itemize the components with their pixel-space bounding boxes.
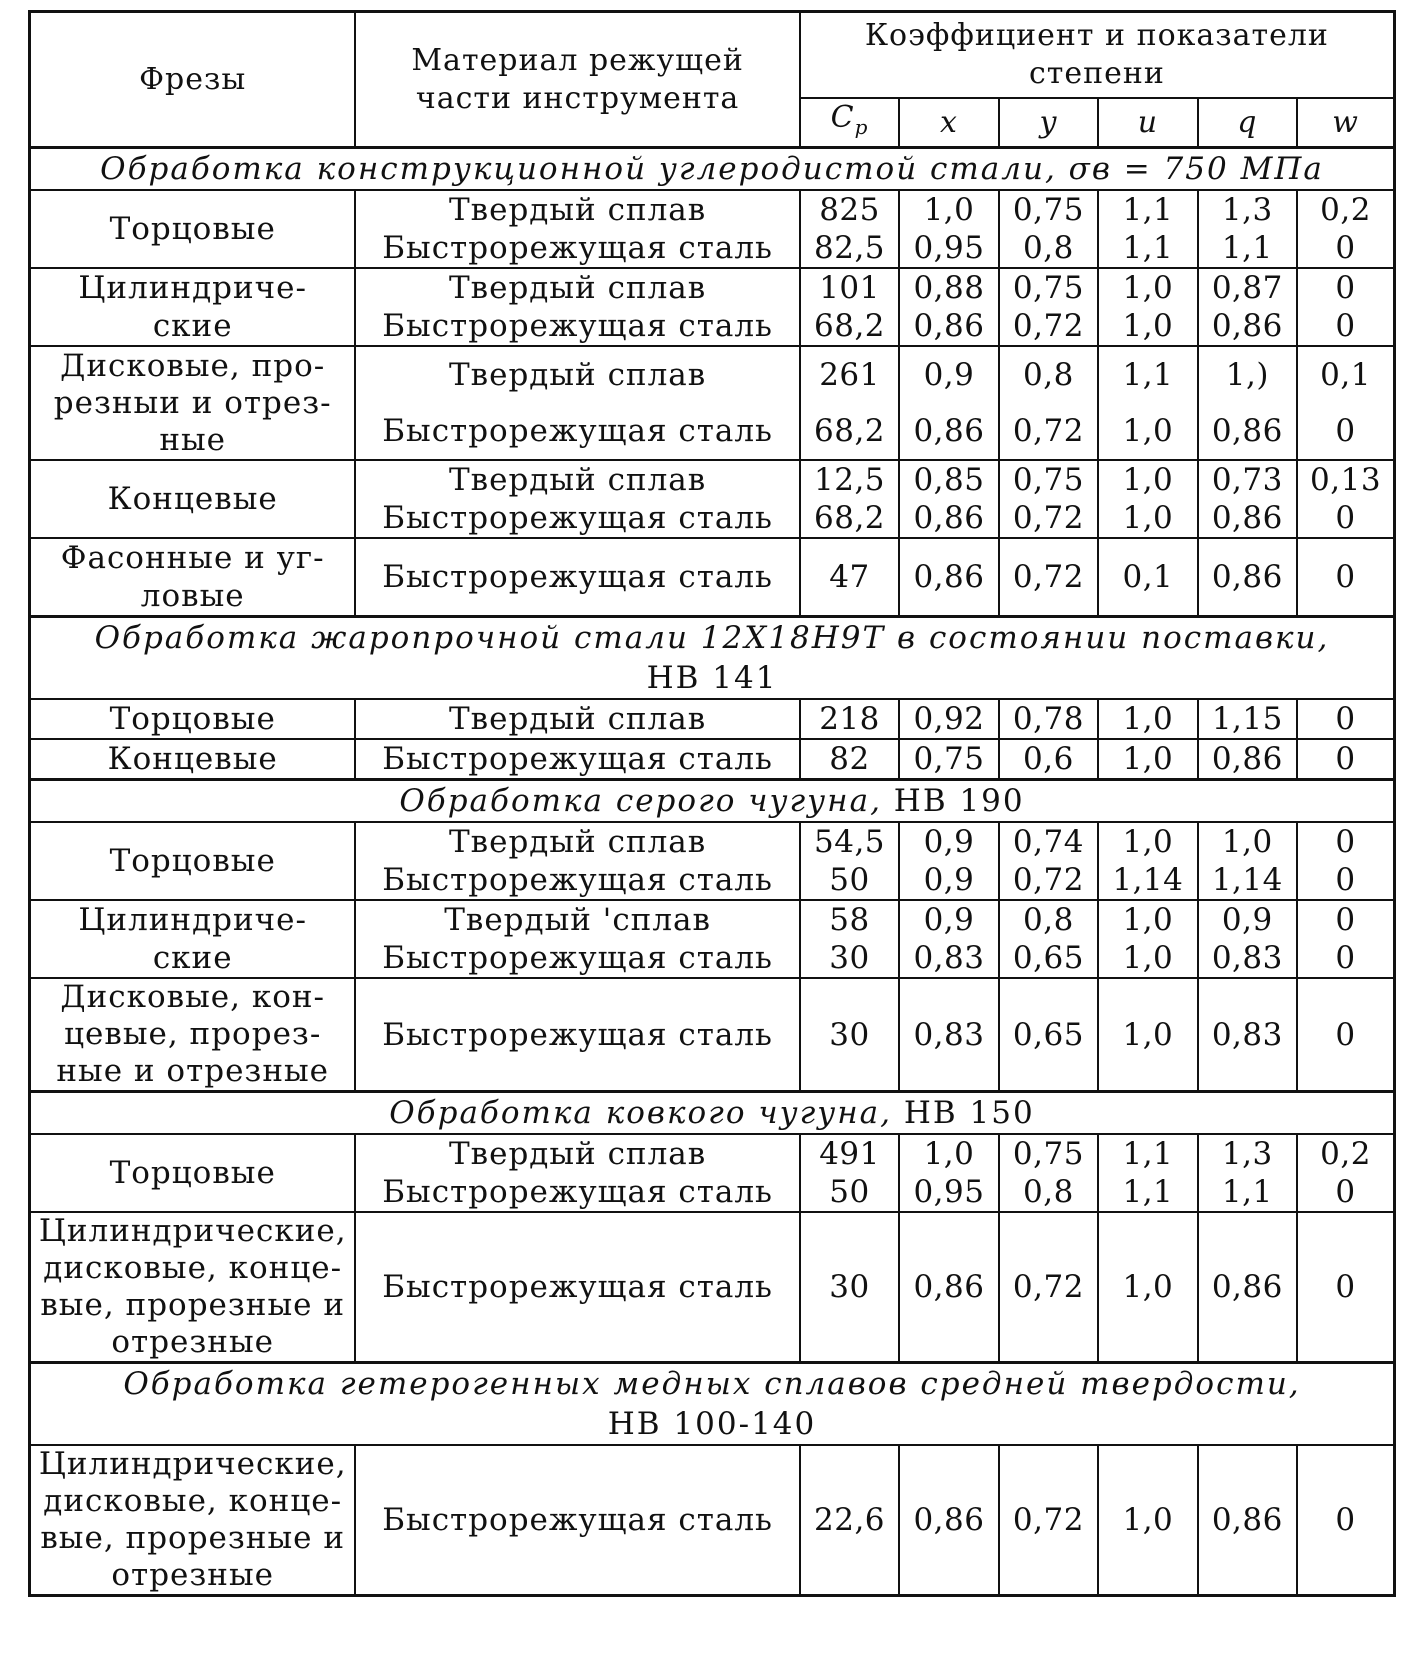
value-y: 0,72 <box>999 499 1098 538</box>
value-q: 1,1 <box>1198 1173 1297 1212</box>
material-cell: Быстрорежущая сталь <box>355 939 799 978</box>
value-cp: 261 <box>800 346 899 403</box>
material-cell: Твердый сплав <box>355 699 799 739</box>
section-title <box>30 1363 1395 1446</box>
cutter-type-cell: Дисковые, про- резныи и отрез- ные <box>30 346 356 460</box>
value-y: 0,75 <box>999 268 1098 307</box>
section-title <box>30 1092 1395 1135</box>
value-u: 1,0 <box>1098 699 1197 739</box>
cutter-type-cell: Концевые <box>30 460 356 538</box>
value-cp: 54,5 <box>800 822 899 861</box>
cutter-type-cell: Цилиндриче- ские <box>30 900 356 978</box>
value-w: 0 <box>1297 268 1394 307</box>
section-title-hardness: НВ 100-140 <box>607 1406 817 1442</box>
table-header <box>30 12 1395 148</box>
header-coef-x: x <box>899 98 998 148</box>
value-u: 1,0 <box>1098 978 1197 1092</box>
table-body <box>30 148 1395 1596</box>
value-cp: 30 <box>800 939 899 978</box>
cutter-type-cell: Цилиндрические, дисковые, конце- вые, прорезные и отрезные <box>30 1445 356 1596</box>
section-title-text: Обработка жаропрочной стали 12Х18Н9Т в состоянии поставки, <box>94 620 1330 656</box>
header-coef-u: u <box>1098 98 1197 148</box>
value-y: 0,75 <box>999 460 1098 499</box>
material-cell: Твердый сплав <box>355 822 799 861</box>
section-header-row <box>30 780 1395 823</box>
material-cell: Быстрорежущая сталь <box>355 739 799 780</box>
value-q: 0,86 <box>1198 739 1297 780</box>
value-y: 0,72 <box>999 403 1098 460</box>
value-x: 0,86 <box>899 1212 998 1363</box>
cutting-force-table-wrapper <box>28 10 1396 1597</box>
value-x: 1,0 <box>899 1134 998 1173</box>
value-cp: 82 <box>800 739 899 780</box>
cutter-type-cell: Торцовые <box>30 190 356 268</box>
value-w: 0,2 <box>1297 1134 1394 1173</box>
material-cell: Быстрорежущая сталь <box>355 403 799 460</box>
table-row <box>30 1212 1395 1363</box>
header-coef-y: y <box>999 98 1098 148</box>
value-q: 0,87 <box>1198 268 1297 307</box>
table-row <box>30 1134 1395 1173</box>
value-q: 1,3 <box>1198 1134 1297 1173</box>
value-u: 1,0 <box>1098 739 1197 780</box>
value-q: 1,3 <box>1198 190 1297 229</box>
material-cell: Быстрорежущая сталь <box>355 978 799 1092</box>
value-x: 0,9 <box>899 822 998 861</box>
section-title-hardness: НВ 150 <box>903 1095 1035 1131</box>
value-x: 1,0 <box>899 190 998 229</box>
value-w: 0 <box>1297 307 1394 346</box>
section-title <box>30 617 1395 700</box>
value-q: 0,86 <box>1198 403 1297 460</box>
value-cp: 30 <box>800 1212 899 1363</box>
value-cp: 58 <box>800 900 899 939</box>
section-title-hardness: НВ 190 <box>893 783 1025 819</box>
value-w: 0 <box>1297 978 1394 1092</box>
table-row <box>30 460 1395 499</box>
value-y: 0,65 <box>999 978 1098 1092</box>
value-y: 0,75 <box>999 1134 1098 1173</box>
value-x: 0,83 <box>899 939 998 978</box>
value-x: 0,85 <box>899 460 998 499</box>
cutter-type-cell: Концевые <box>30 739 356 780</box>
value-w: 0 <box>1297 1212 1394 1363</box>
table-row <box>30 268 1395 307</box>
value-u: 1,1 <box>1098 1173 1197 1212</box>
value-w: 0 <box>1297 538 1394 617</box>
section-header-row <box>30 148 1395 191</box>
section-title-hardness: НВ 141 <box>646 660 778 696</box>
header-coef-w: w <box>1297 98 1394 148</box>
value-cp: 68,2 <box>800 307 899 346</box>
value-cp: 825 <box>800 190 899 229</box>
value-u: 1,0 <box>1098 403 1197 460</box>
value-x: 0,88 <box>899 268 998 307</box>
value-x: 0,9 <box>899 861 998 900</box>
value-x: 0,86 <box>899 403 998 460</box>
cutter-type-cell: Фасонные и уг- ловые <box>30 538 356 617</box>
header-cutters: Фрезы <box>30 12 356 148</box>
value-x: 0,9 <box>899 900 998 939</box>
value-cp: 68,2 <box>800 403 899 460</box>
value-q: 0,73 <box>1198 460 1297 499</box>
value-y: 0,8 <box>999 900 1098 939</box>
value-y: 0,75 <box>999 190 1098 229</box>
cutter-type-cell: Дисковые, кон- цевые, прорез- ные и отрезные <box>30 978 356 1092</box>
header-coef-q: q <box>1198 98 1297 148</box>
material-cell: Быстрорежущая сталь <box>355 229 799 268</box>
value-u: 1,0 <box>1098 268 1197 307</box>
value-q: 0,86 <box>1198 1445 1297 1596</box>
value-q: 0,86 <box>1198 538 1297 617</box>
header-material: Материал режущей части инструмента <box>355 12 799 148</box>
material-cell: Быстрорежущая сталь <box>355 538 799 617</box>
value-x: 0,86 <box>899 499 998 538</box>
value-u: 1,0 <box>1098 822 1197 861</box>
value-q: 1,1 <box>1198 229 1297 268</box>
value-y: 0,65 <box>999 939 1098 978</box>
cutter-type-cell: Торцовые <box>30 699 356 739</box>
material-cell: Твердый сплав <box>355 460 799 499</box>
material-cell: Быстрорежущая сталь <box>355 861 799 900</box>
value-w: 0 <box>1297 1173 1394 1212</box>
value-cp: 47 <box>800 538 899 617</box>
value-x: 0,86 <box>899 307 998 346</box>
value-cp: 30 <box>800 978 899 1092</box>
value-w: 0 <box>1297 900 1394 939</box>
section-title <box>30 148 1395 191</box>
value-w: 0 <box>1297 699 1394 739</box>
value-w: 0 <box>1297 739 1394 780</box>
cutter-type-cell: Цилиндриче- ские <box>30 268 356 346</box>
material-cell: Твердый 'сплав <box>355 900 799 939</box>
value-cp: 218 <box>800 699 899 739</box>
value-x: 0,92 <box>899 699 998 739</box>
section-title-text: Обработка конструкционной углеродистой стали, σв = 750 МПа <box>100 151 1324 187</box>
value-u: 0,1 <box>1098 538 1197 617</box>
value-u: 1,0 <box>1098 939 1197 978</box>
header-coef-cp <box>800 98 899 148</box>
value-q: 0,83 <box>1198 978 1297 1092</box>
value-y: 0,72 <box>999 1445 1098 1596</box>
value-cp: 491 <box>800 1134 899 1173</box>
value-q: 1,15 <box>1198 699 1297 739</box>
value-u: 1,0 <box>1098 1445 1197 1596</box>
cutter-type-cell: Торцовые <box>30 822 356 900</box>
value-w: 0 <box>1297 499 1394 538</box>
value-w: 0 <box>1297 1445 1394 1596</box>
material-cell: Быстрорежущая сталь <box>355 499 799 538</box>
cutter-type-cell: Цилиндрические, дисковые, конце- вые, прорезные и отрезные <box>30 1212 356 1363</box>
value-q: 0,86 <box>1198 499 1297 538</box>
material-cell: Быстрорежущая сталь <box>355 307 799 346</box>
value-w: 0 <box>1297 861 1394 900</box>
table-row <box>30 346 1395 403</box>
table-row <box>30 699 1395 739</box>
value-w: 0 <box>1297 939 1394 978</box>
value-u: 1,0 <box>1098 1212 1197 1363</box>
material-cell: Быстрорежущая сталь <box>355 1445 799 1596</box>
value-u: 1,0 <box>1098 307 1197 346</box>
value-y: 0,8 <box>999 346 1098 403</box>
value-u: 1,0 <box>1098 460 1197 499</box>
table-row <box>30 739 1395 780</box>
section-title-text: Обработка серого чугуна, <box>399 783 882 819</box>
header-coef-cp-base: C <box>830 100 855 135</box>
value-q: 0,86 <box>1198 307 1297 346</box>
section-header-row <box>30 1363 1395 1446</box>
value-w: 0,13 <box>1297 460 1394 499</box>
cutter-type-cell: Торцовые <box>30 1134 356 1212</box>
value-y: 0,8 <box>999 229 1098 268</box>
value-y: 0,8 <box>999 1173 1098 1212</box>
cutting-force-coefficients-table <box>28 10 1396 1597</box>
value-w: 0,1 <box>1297 346 1394 403</box>
value-q: 1,0 <box>1198 822 1297 861</box>
value-y: 0,78 <box>999 699 1098 739</box>
value-x: 0,86 <box>899 1445 998 1596</box>
value-u: 1,1 <box>1098 1134 1197 1173</box>
value-q: 0,83 <box>1198 939 1297 978</box>
value-cp: 50 <box>800 1173 899 1212</box>
value-cp: 12,5 <box>800 460 899 499</box>
value-y: 0,74 <box>999 822 1098 861</box>
value-y: 0,72 <box>999 1212 1098 1363</box>
value-x: 0,95 <box>899 1173 998 1212</box>
table-row <box>30 900 1395 939</box>
value-w: 0 <box>1297 229 1394 268</box>
header-coef-cp-sub: p <box>854 115 869 139</box>
value-q: 1,) <box>1198 346 1297 403</box>
value-y: 0,72 <box>999 538 1098 617</box>
section-title-text: Обработка ковкого чугуна, <box>389 1095 893 1131</box>
table-row <box>30 822 1395 861</box>
value-q: 0,86 <box>1198 1212 1297 1363</box>
section-title <box>30 780 1395 823</box>
table-row <box>30 538 1395 617</box>
section-header-row <box>30 617 1395 700</box>
value-u: 1,1 <box>1098 190 1197 229</box>
value-u: 1,1 <box>1098 229 1197 268</box>
value-x: 0,75 <box>899 739 998 780</box>
value-y: 0,6 <box>999 739 1098 780</box>
table-row <box>30 1445 1395 1596</box>
value-q: 0,9 <box>1198 900 1297 939</box>
table-row <box>30 190 1395 229</box>
value-w: 0 <box>1297 403 1394 460</box>
value-y: 0,72 <box>999 861 1098 900</box>
value-u: 1,1 <box>1098 346 1197 403</box>
value-q: 1,14 <box>1198 861 1297 900</box>
material-cell: Твердый сплав <box>355 268 799 307</box>
value-cp: 101 <box>800 268 899 307</box>
value-u: 1,14 <box>1098 861 1197 900</box>
value-cp: 50 <box>800 861 899 900</box>
value-u: 1,0 <box>1098 900 1197 939</box>
value-x: 0,95 <box>899 229 998 268</box>
value-x: 0,86 <box>899 538 998 617</box>
material-cell: Быстрорежущая сталь <box>355 1173 799 1212</box>
material-cell: Быстрорежущая сталь <box>355 1212 799 1363</box>
header-coefficient-group: Коэффициент и показатели степени <box>800 12 1395 99</box>
material-cell: Твердый сплав <box>355 190 799 229</box>
value-cp: 82,5 <box>800 229 899 268</box>
value-x: 0,9 <box>899 346 998 403</box>
value-cp: 22,6 <box>800 1445 899 1596</box>
material-cell: Твердый сплав <box>355 346 799 403</box>
material-cell: Твердый сплав <box>355 1134 799 1173</box>
section-header-row <box>30 1092 1395 1135</box>
value-w: 0 <box>1297 822 1394 861</box>
value-x: 0,83 <box>899 978 998 1092</box>
value-cp: 68,2 <box>800 499 899 538</box>
value-y: 0,72 <box>999 307 1098 346</box>
value-u: 1,0 <box>1098 499 1197 538</box>
value-w: 0,2 <box>1297 190 1394 229</box>
table-row <box>30 978 1395 1092</box>
section-title-text: Обработка гетерогенных медных сплавов средней твердости, <box>123 1366 1301 1402</box>
